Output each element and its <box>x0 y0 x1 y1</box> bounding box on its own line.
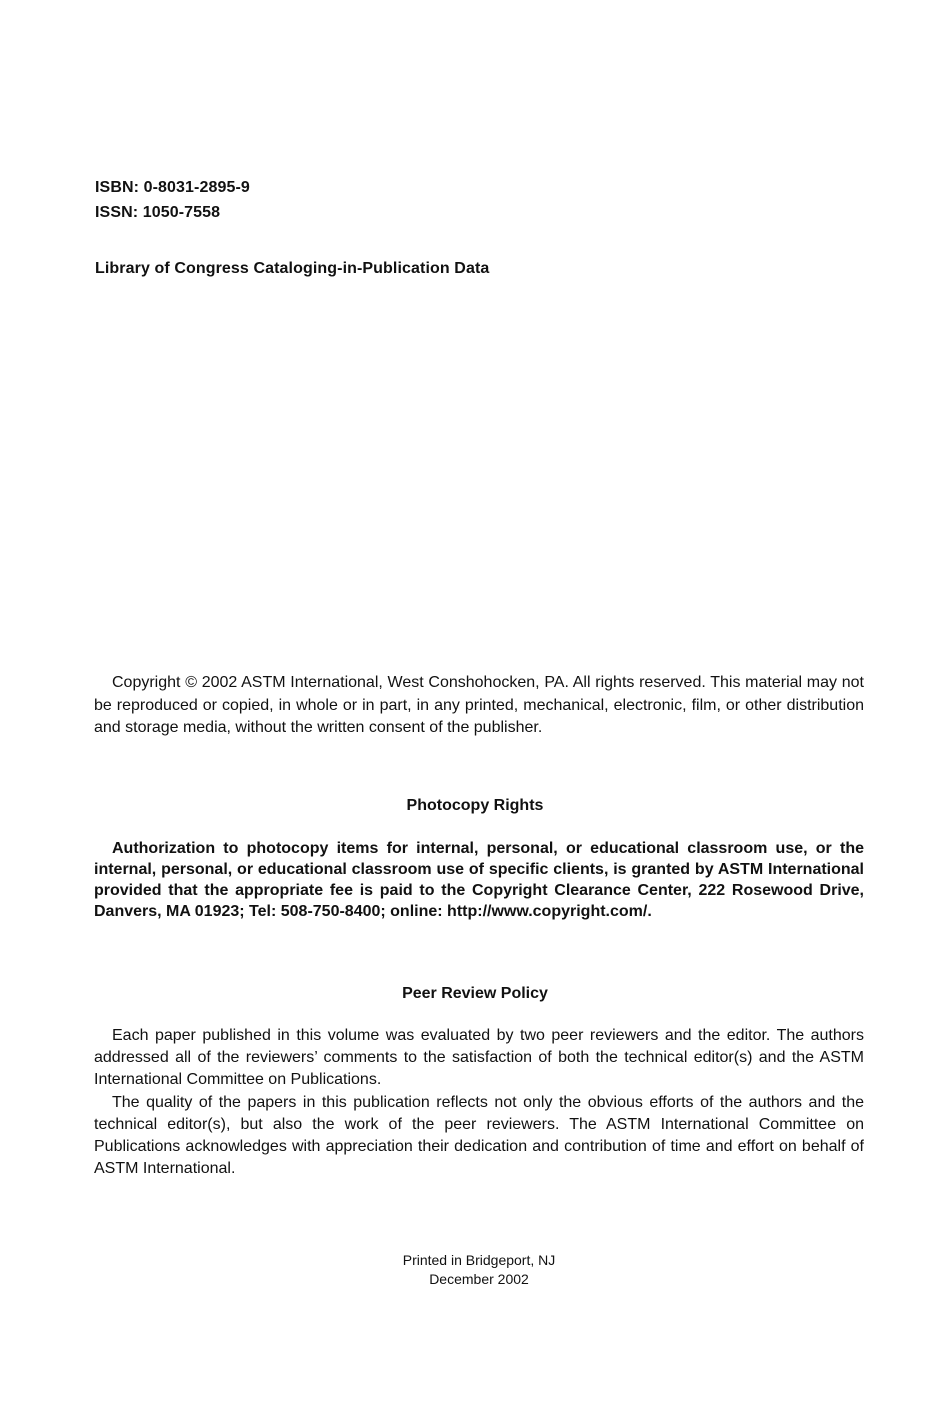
photocopy-rights-heading: Photocopy Rights <box>406 797 544 814</box>
copyright-notice <box>94 672 864 740</box>
photocopy-rights-section <box>94 838 864 922</box>
copyright-text: Copyright © 2002 ASTM International, West Conshohocken, PA. All rights reserved. This material may not be reproduced or copied, in whole or in part, in any printed, mechanical, electronic, film, or other distribution and storage media, without the written consent of the publisher. <box>94 674 864 737</box>
printed-location: Printed in Bridgeport, NJ <box>402 1252 556 1268</box>
peer-review-paragraph: Each paper published in this volume was evaluated by two peer reviewers and the editor. The authors addressed all of the reviewers’ comments to the satisfaction of both the technical editor(s) and the ASTM International Committee on Publications. <box>94 1027 864 1089</box>
issn-line: ISSN: 1050-7558 <box>95 204 221 221</box>
cataloging-in-publication-heading: Library of Congress Cataloging-in-Publication Data <box>95 260 490 277</box>
printed-date: December 2002 <box>429 1271 529 1287</box>
peer-review-paragraph: The quality of the papers in this publication reflects not only the obvious efforts of the authors and the technical editor(s), but also the work of the peer reviewers. The ASTM International Committee on Publications acknowledges with appreciation their dedication and contribution of time and effort on behalf of ASTM International. <box>94 1093 864 1178</box>
photocopy-rights-text: Authorization to photocopy items for internal, personal, or educational classroom use, or the internal, personal, or educational classroom use of specific clients, is granted by ASTM International provided that the appropriate fee is paid to the Copyright Clearance Center, 222 Rosewood Drive, Danvers, MA 01923; Tel: 508-750-8400; online: http://www.copyright.com/. <box>94 840 864 920</box>
peer-review-policy-section <box>94 1025 864 1180</box>
peer-review-policy-heading: Peer Review Policy <box>402 985 548 1002</box>
isbn-line: ISBN: 0-8031-2895-9 <box>95 179 250 196</box>
